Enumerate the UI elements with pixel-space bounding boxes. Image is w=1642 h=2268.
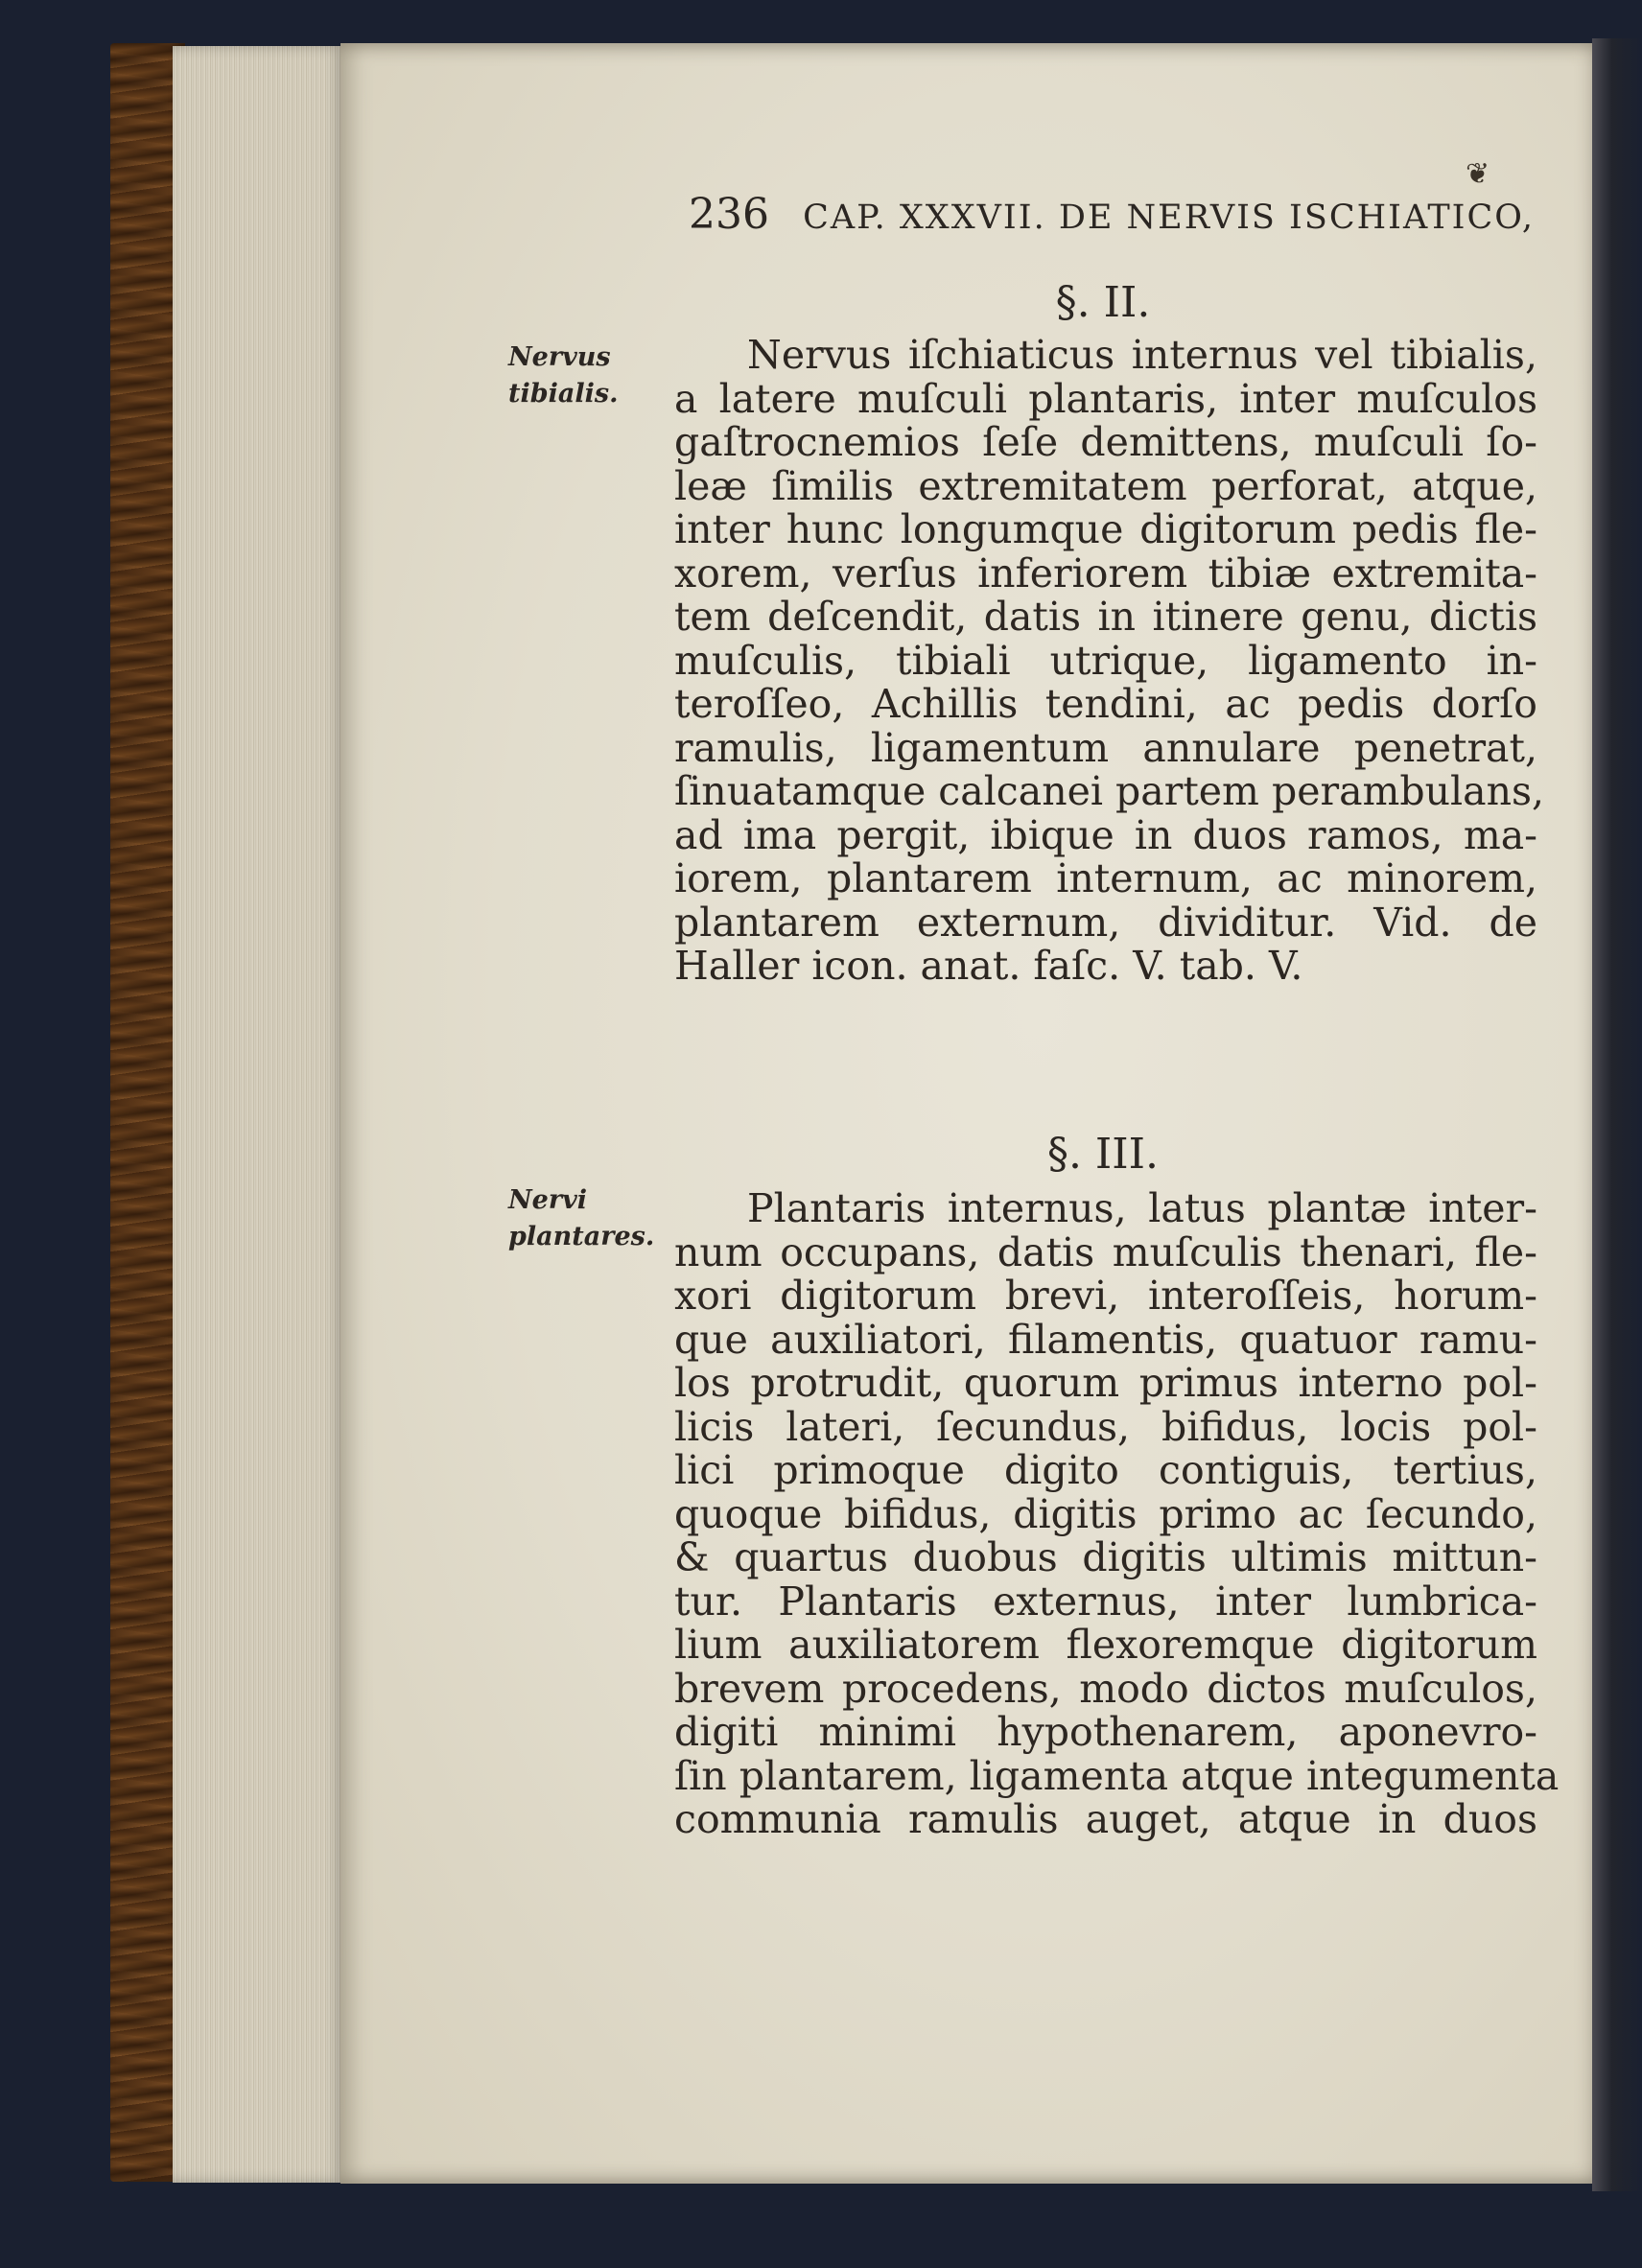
text-line: communia ramulis auget, atque in duos [674,1796,1537,1842]
text-line: lium auxiliatorem flexoremque digitorum [674,1622,1537,1668]
marginal-note-line: Nervi [508,1185,588,1215]
text-line: teroſſeo, Achillis tendini, ac pedis dorſo [674,681,1537,727]
text-line: inter hunc longumque digitorum pedis fle- [674,506,1537,552]
text-line: & quartus duobus digitis ultimis mittun- [674,1534,1537,1580]
text-line: ramulis, ligamentum annulare penetrat, [674,724,1537,771]
text-line: ſinuatamque calcanei partem perambulans, [674,768,1545,814]
text-line: plantarem externum, dividitur. Vid. de [674,899,1537,946]
text-line: lici primoque digito contiguis, tertius, [674,1447,1537,1493]
text-line: num occupans, datis muſculis thenari, fle- [674,1228,1537,1275]
text-line: tur. Plantaris externus, inter lumbrica- [674,1578,1537,1625]
text-line: que auxiliatori, filamentis, quatuor ramu- [674,1316,1537,1363]
text-line: quoque bifidus, digitis primo ac ſecundo, [674,1490,1537,1537]
text-line: digiti minimi hypothenarem, aponevro- [674,1709,1537,1755]
text-line: Nervus iſchiaticus internus vel tibialis, [747,332,1537,378]
marginal-note-line: Nervus [508,342,611,372]
marginal-note-nervus-tibialis [508,339,662,412]
page-number: 236 [689,190,769,239]
marginal-note-line: plantares. [508,1222,655,1251]
running-header [689,190,1536,247]
section-heading-2: §. II. [1055,278,1151,327]
paragraph-section-2 [674,332,1545,989]
text-line: leæ ſimilis extremitatem perforat, atque, [674,462,1537,509]
text-line: xorem, verſus inferiorem tibiæ extremita- [674,549,1537,596]
text-line: tem deſcendit, datis in itinere genu, dictis [674,594,1537,640]
page-edges [173,46,345,2183]
ink-mark-ornament: ❦ [1466,157,1490,191]
text-line: iorem, plantarem internum, ac minorem, [674,855,1537,901]
marginal-note-line: tibialis. [508,379,619,409]
text-line: Plantaris internus, latus plantæ inter- [747,1185,1537,1231]
text-line: licis lateri, ſecundus, bifidus, locis pol- [674,1403,1537,1450]
text-line: ſin plantarem, ligamenta atque integumenta [674,1752,1560,1799]
marginal-note-nervi-plantares [508,1182,662,1255]
text-line: Haller icon. anat. faſc. V. tab. V. [674,943,1303,989]
text-line: xori digitorum brevi, interoſſeis, horum- [674,1273,1537,1319]
text-line: gaſtrocnemios ſeſe demittens, muſculi ſo- [674,419,1537,465]
running-title: CAP. XXXVII. DE NERVIS ISCHIATICO, [803,199,1536,237]
text-line: brevem procedens, modo dictos muſculos, [674,1665,1537,1712]
section-heading-3: §. III. [1046,1130,1160,1179]
text-line: ad ima pergit, ibique in duos ramos, ma- [674,811,1537,858]
text-line: los protrudit, quorum primus interno pol- [674,1360,1537,1406]
book-gutter [1592,38,1642,2191]
text-line: a latere muſculi plantaris, inter muſculos [674,375,1537,422]
text-line: muſculis, tibiali utrique, ligamento in- [674,637,1537,684]
paragraph-section-3 [674,1185,1560,1842]
